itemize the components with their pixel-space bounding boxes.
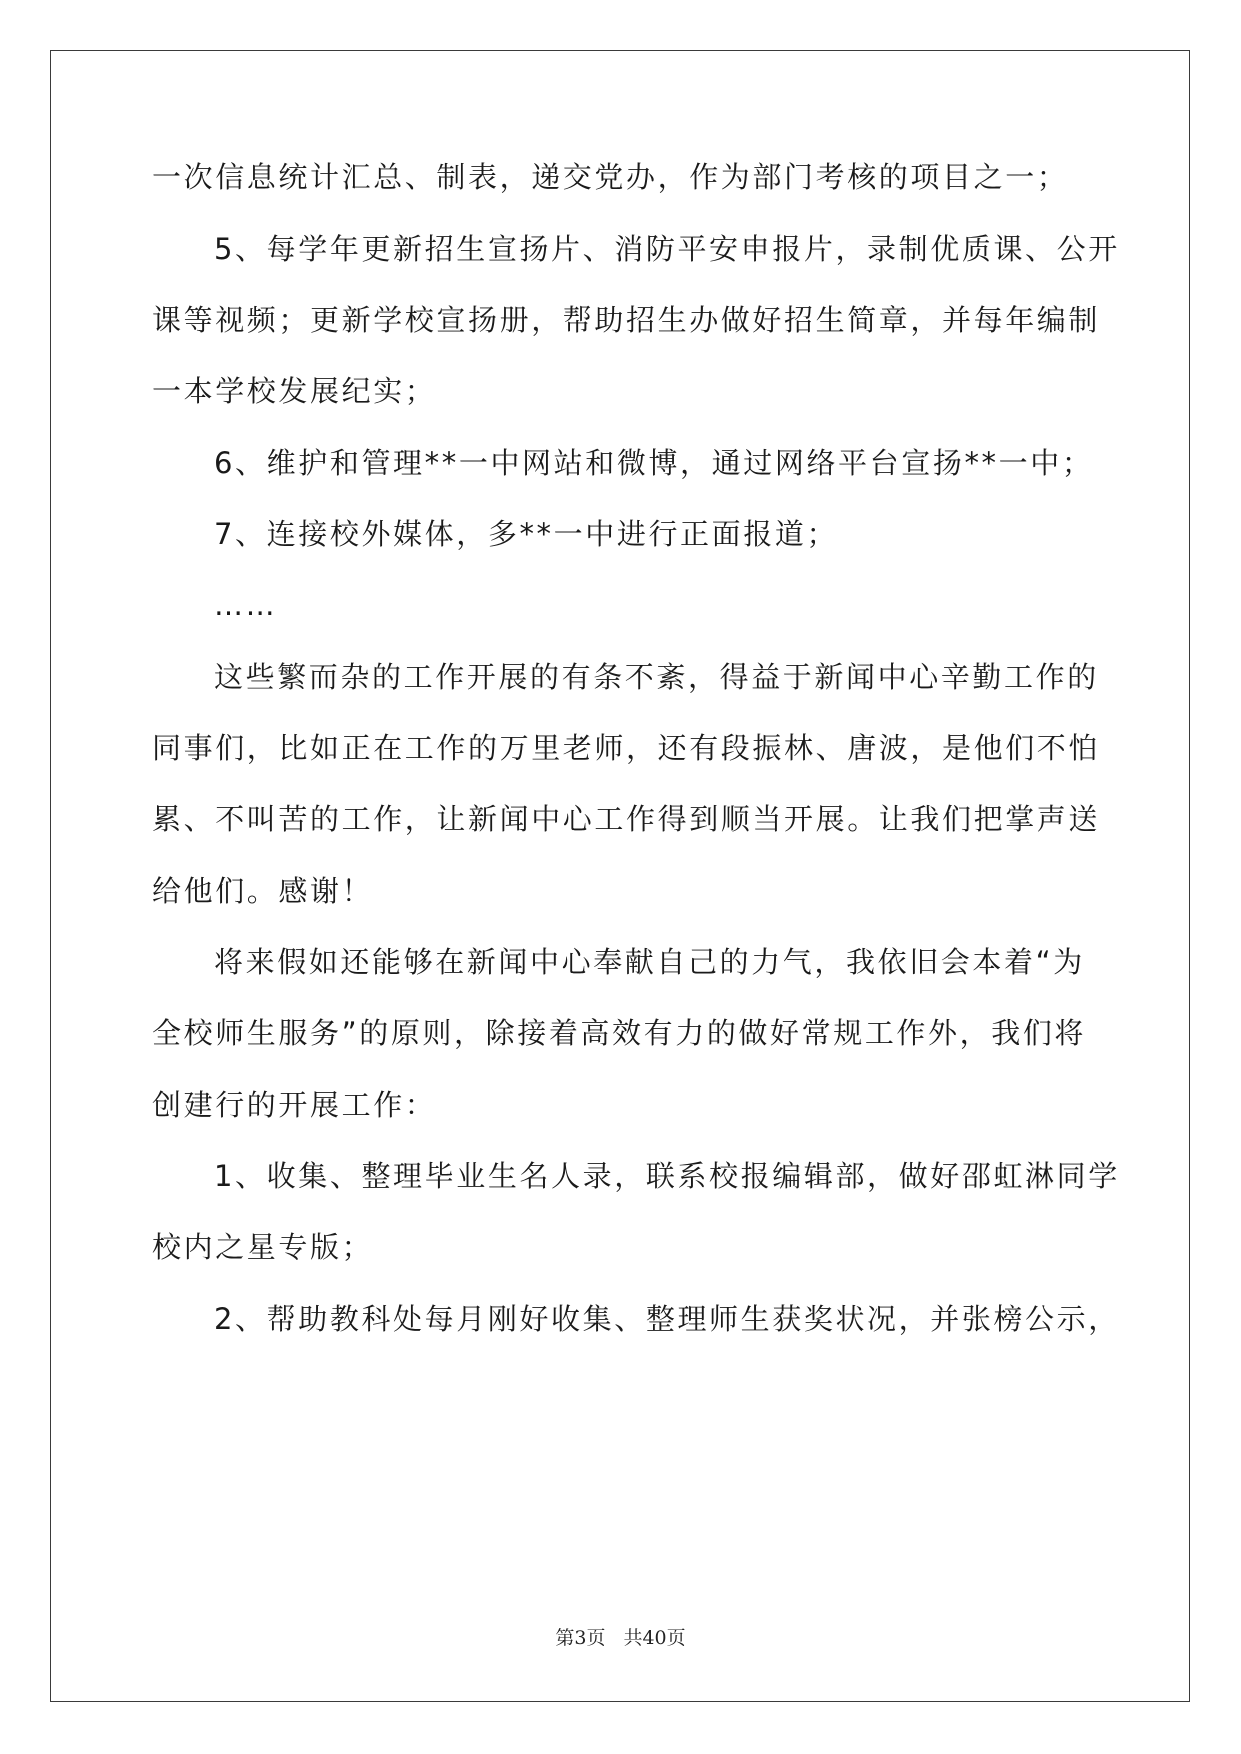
text-line: 将来假如还能够在新闻中心奉献自己的力气，我依旧会本着“为 <box>214 945 1085 979</box>
page-footer <box>0 1626 1241 1650</box>
text-line: 7、连接校外媒体，多**一中进行正面报道； <box>214 517 839 551</box>
text-line: 累、不叫苦的工作，让新闻中心工作得到顺当开展。让我们把掌声送 <box>152 802 1101 836</box>
text-line: 创建行的开展工作： <box>152 1088 437 1122</box>
text-line: 全校师生服务”的原则，除接着高效有力的做好常规工作外，我们将 <box>152 1016 1087 1050</box>
text-line: 这些繁而杂的工作开展的有条不紊，得益于新闻中心辛勤工作的 <box>214 660 1099 694</box>
text-line: …… <box>214 588 278 622</box>
text-line: 课等视频；更新学校宣扬册，帮助招生办做好招生简章，并每年编制 <box>152 303 1101 337</box>
text-line: 一本学校发展纪实； <box>152 374 437 408</box>
text-line: 校内之星专版； <box>152 1230 374 1264</box>
text-line: 一次信息统计汇总、制表，递交党办，作为部门考核的项目之一； <box>152 160 1069 194</box>
text-line: 同事们，比如正在工作的万里老师，还有段振林、唐波，是他们不怕 <box>152 731 1101 765</box>
text-line: 给他们。感谢！ <box>152 874 374 908</box>
text-line: 5、每学年更新招生宣扬片、消防平安申报片，录制优质课、公开 <box>214 232 1120 266</box>
text-line: 6、维护和管理**一中网站和微博，通过网络平台宣扬**一中； <box>214 446 1094 480</box>
text-line: 1、收集、整理毕业生名人录，联系校报编辑部，做好邵虹淋同学 <box>214 1159 1120 1193</box>
page-number: 第3页 <box>555 1627 606 1649</box>
page-total: 共40页 <box>623 1627 686 1649</box>
text-line: 2、帮助教科处每月刚好收集、整理师生获奖状况，并张榜公示， <box>214 1302 1120 1336</box>
